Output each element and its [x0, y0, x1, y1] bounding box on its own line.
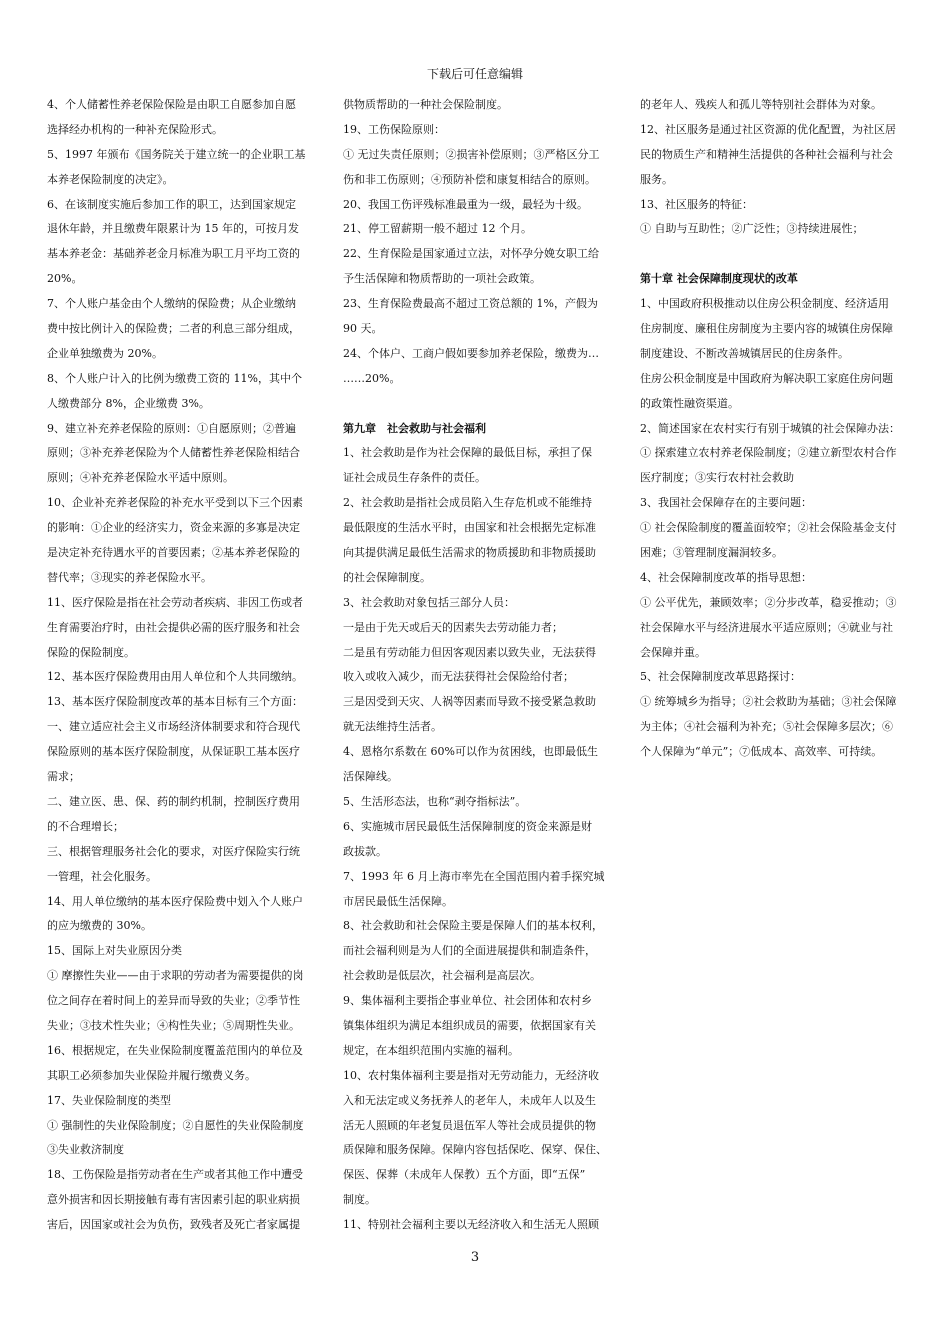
text-column-right	[640, 93, 910, 765]
text-line: 基本养老金：基础养老金月标准为职工月平均工资的	[47, 247, 300, 261]
text-line: 二是虽有劳动能力但因客观因素以致失业，无法获得	[343, 645, 596, 659]
text-line: 11、医疗保险是指在社会劳动者疾病、非因工伤或者	[47, 595, 303, 609]
text-line: 5、社会保障制度改革思路探讨：	[640, 670, 801, 684]
text-line: 困难；③管理制度漏洞较多。	[640, 546, 783, 560]
text-line: 15、国际上对失业原因分类	[47, 944, 182, 958]
text-line: 市居民最低生活保障。	[343, 894, 453, 908]
text-line: 的应为缴费的 30%。	[47, 919, 152, 933]
text-line: 一管理，社会化服务。	[47, 869, 157, 883]
text-line: 的影响：①企业的经济实力，资金来源的多寡是决定	[47, 521, 300, 535]
text-line: 本养老保险制度的决定》。	[47, 172, 174, 186]
text-line: 8、个人账户计入的比例为缴费工资的 11%，其中个	[47, 371, 302, 385]
text-line: ① 社会保险制度的覆盖面较窄；②社会保险基金支付	[640, 521, 897, 535]
text-line: ③失业救济制度	[47, 1143, 124, 1157]
text-line: ① 自助与互助性；②广泛性；③持续进展性；	[640, 222, 864, 236]
text-line: 16、根据规定，在失业保险制度覆盖范围内的单位及	[47, 1043, 303, 1057]
text-line: 的老年人、残疾人和孤儿等特别社会群体为对象。	[640, 98, 882, 111]
text-line: 替代率；③现实的养老保险水平。	[47, 570, 212, 584]
text-line: 社会救助是低层次，社会福利是高层次。	[343, 969, 541, 983]
text-line: 就无法维持生活者。	[343, 720, 442, 734]
text-line: 2、社会救助是指社会成员陷入生存危机或不能维持	[343, 496, 592, 510]
text-line: 是决定补充待遇水平的首要因素；②基本养老保险的	[47, 546, 300, 560]
text-line: 质保障和服务保障。保障内容包括保吃、保穿、保住、	[343, 1143, 607, 1157]
text-line: 活无人照顾的年老复员退伍军人等社会成员提供的物	[343, 1118, 596, 1132]
text-line: 12、基本医疗保险费用由用人单位和个人共同缴纳。	[47, 670, 303, 684]
text-line: 6、在该制度实施后参加工作的职工，达到国家规定	[47, 197, 296, 211]
text-line: ① 统筹城乡为指导；②社会救助为基础；③社会保障	[640, 695, 897, 709]
text-line: 退休年龄，并且缴费年限累计为 15 年的，可按月发	[47, 222, 299, 236]
text-line: 的社会保障制度。	[343, 570, 431, 584]
text-line: 2、简述国家在农村实行有别于城镇的社会保障办法：	[640, 421, 900, 435]
text-line: 3、我国社会保障存在的主要问题：	[640, 496, 812, 510]
text-line: 7、个人账户基金由个人缴纳的保险费；从企业缴纳	[47, 297, 296, 311]
text-line: 社会保障水平与经济进展水平适应原则；④就业与社	[640, 620, 893, 634]
text-line: 规定，在本组织范围内实施的福利。	[343, 1043, 519, 1057]
text-line: 个人保障为“单元”；⑦低成本、高效率、可持续。	[640, 745, 883, 759]
text-line: 二、建立医、患、保、药的制约机制，控制医疗费用	[47, 794, 300, 808]
text-line: 镇集体组织为满足本组织成员的需要，依据国家有关	[343, 1018, 596, 1032]
text-line: 20、我国工伤评残标准最重为一级，最轻为十级。	[343, 197, 588, 211]
text-line: 5、生活形态法，也称“剥夺指标法”。	[343, 794, 527, 808]
text-line: 5、1997 年颁布《国务院关于建立统一的企业职工基	[47, 147, 306, 161]
text-line: 供物质帮助的一种社会保险制度。	[343, 98, 508, 111]
text-line: 会保障并重。	[640, 645, 706, 659]
text-line: 企业单独缴费为 20%。	[47, 346, 163, 360]
text-line: 民的物质生产和精神生活提供的各种社会福利与社会	[640, 147, 893, 161]
text-line: 4、恩格尔系数在 60%可以作为贫困线，也即最低生	[343, 745, 598, 759]
text-line: 向其提供满足最低生活需求的物质援助和非物质援助	[343, 546, 596, 560]
text-line: 13、社区服务的特征：	[640, 197, 753, 211]
text-line: 4、个人储蓄性养老保险保险是由职工自愿参加自愿	[47, 98, 296, 111]
text-line: 13、基本医疗保险制度改革的基本目标有三个方面：	[47, 695, 303, 709]
text-line: 而社会福利则是为人们的全面进展提供和制造条件，	[343, 944, 596, 958]
text-line: 失业；③技术性失业；④构性失业；⑤周期性失业。	[47, 1018, 300, 1032]
text-line: 24、个体户、工商户假如要参加养老保险，缴费为…	[343, 346, 599, 360]
text-line: ……20%。	[343, 371, 401, 385]
text-line: 活保障线。	[343, 770, 398, 784]
text-line: 为主体；④社会福利为补充；⑤社会保障多层次；⑥	[640, 720, 893, 734]
text-line: 10、企业补充养老保险的补充水平受到以下三个因素	[47, 496, 303, 510]
text-column-middle	[343, 93, 613, 1238]
text-line: 9、建立补充养老保险的原则：①自愿原则；②普遍	[47, 421, 296, 435]
text-line: 位之间存在着时间上的差异而导致的失业；②季节性	[47, 994, 300, 1008]
text-line: 9、集体福利主要指企事业单位、社会团体和农村乡	[343, 994, 592, 1008]
text-line: 服务。	[640, 172, 673, 186]
text-line: ① 摩擦性失业——由于求职的劳动者为需要提供的岗	[47, 969, 304, 983]
text-line: 最低限度的生活水平时，由国家和社会根据先定标准	[343, 521, 596, 535]
text-line: 22、生育保险是国家通过立法，对怀孕分娩女职工给	[343, 247, 599, 261]
text-line: 人缴费部分 8%，企业缴费 3%。	[47, 396, 210, 410]
text-line: 医疗制度；③实行农村社会救助	[640, 471, 794, 485]
text-line: 生育需要治疗时，由社会提供必需的医疗服务和社会	[47, 620, 300, 634]
text-line: 收入或收入减少，而无法获得社会保险给付者；	[343, 670, 574, 684]
text-line: 原则；③补充养老保险为个人储蓄性养老保险相结合	[47, 446, 300, 460]
text-line: 证社会成员生存条件的责任。	[343, 471, 486, 485]
text-line: 制度建设、不断改善城镇居民的住房条件。	[640, 346, 849, 360]
text-line: 10、农村集体福利主要是指对无劳动能力，无经济收	[343, 1068, 599, 1082]
text-line: ① 无过失责任原则；②损害补偿原则；③严格区分工	[343, 147, 600, 161]
text-line: 需求；	[47, 770, 80, 784]
page-header: 下载后可任意编辑	[426, 67, 523, 81]
blank-line	[343, 392, 613, 417]
text-line: 18、工伤保险是指劳动者在生产或者其他工作中遭受	[47, 1168, 303, 1182]
text-line: 的政策性融资渠道。	[640, 396, 739, 410]
text-line: 一、建立适应社会主义市场经济体制要求和符合现代	[47, 720, 300, 734]
text-line: 14、用人单位缴纳的基本医疗保险费中划入个人账户	[47, 894, 303, 908]
text-line: 1、中国政府积极推动以住房公积金制度、经济适用	[640, 297, 889, 311]
text-line: 20%。	[47, 272, 83, 286]
text-line: 保医、保葬（未成年人保教）五个方面，即“五保”	[343, 1168, 586, 1182]
text-line: 保险的保险制度。	[47, 645, 135, 659]
text-line: 23、生育保险费最高不超过工资总额的 1%，产假为	[343, 297, 598, 311]
chapter-heading: 第十章 社会保障制度现状的改革	[640, 272, 798, 286]
text-line: 制度。	[343, 1193, 376, 1207]
text-line: 选择经办机构的一种补充保险形式。	[47, 122, 223, 136]
text-line: 6、实施城市居民最低生活保障制度的资金来源是财	[343, 819, 592, 833]
text-line: 予生活保障和物质帮助的一项社会政策。	[343, 272, 541, 286]
text-line: 4、社会保障制度改革的指导思想：	[640, 570, 812, 584]
text-line: 1、社会救助是作为社会保障的最低目标，承担了保	[343, 446, 592, 460]
text-line: 12、社区服务是通过社区资源的优化配置，为社区居	[640, 122, 896, 136]
page-number: 3	[470, 1250, 480, 1265]
text-line: 3、社会救助对象包括三部分人员：	[343, 595, 515, 609]
text-line: 11、特别社会福利主要以无经济收入和生活无人照顾	[343, 1218, 599, 1232]
text-line: ① 探索建立农村养老保险制度；②建立新型农村合作	[640, 446, 897, 460]
text-line: 其职工必须参加失业保险并履行缴费义务。	[47, 1068, 256, 1082]
chapter-heading: 第九章 社会救助与社会福利	[343, 421, 486, 435]
text-line: 三、根据管理服务社会化的要求，对医疗保险实行统	[47, 844, 300, 858]
text-line: 19、工伤保险原则：	[343, 122, 445, 136]
text-line: ① 公平优先，兼顾效率；②分步改革，稳妥推动；③	[640, 595, 897, 609]
text-line: ① 强制性的失业保险制度；②自愿性的失业保险制度	[47, 1118, 304, 1132]
text-line: 90 天。	[343, 322, 383, 336]
text-line: 住房公积金制度是中国政府为解决职工家庭住房问题	[640, 371, 893, 385]
text-line: 保险原则的基本医疗保险制度，从保证职工基本医疗	[47, 745, 300, 759]
text-line: 的不合理增长；	[47, 819, 124, 833]
text-line: 伤和非工伤原则；④预防补偿和康复相结合的原则。	[343, 172, 596, 186]
text-line: 17、失业保险制度的类型	[47, 1093, 171, 1107]
text-line: 7、1993 年 6 月上海市率先在全国范围内着手探究城	[343, 869, 605, 883]
text-line: 费中按比例计入的保险费；二者的利息三部分组成，	[47, 322, 300, 336]
text-line: 21、停工留薪期一般不超过 12 个月。	[343, 222, 532, 236]
blank-line	[640, 242, 910, 267]
text-line: 害后，因国家或社会为负伤，致残者及死亡者家属提	[47, 1218, 300, 1232]
text-line: 三是因受到天灾、人祸等因素而导致不接受紧急救助	[343, 695, 596, 709]
text-column-left	[47, 93, 317, 1238]
text-line: 入和无法定或义务抚养人的老年人，未成年人以及生	[343, 1093, 596, 1107]
text-line: 一是由于先天或后天的因素失去劳动能力者；	[343, 620, 563, 634]
text-line: 8、社会救助和社会保险主要是保障人们的基本权利，	[343, 919, 603, 933]
text-line: 原则；④补充养老保险水平适中原则。	[47, 471, 234, 485]
text-line: 意外损害和因长期接触有毒有害因素引起的职业病损	[47, 1193, 300, 1207]
text-line: 政拔款。	[343, 844, 387, 858]
text-line: 住房制度、廉租住房制度为主要内容的城镇住房保障	[640, 322, 893, 336]
